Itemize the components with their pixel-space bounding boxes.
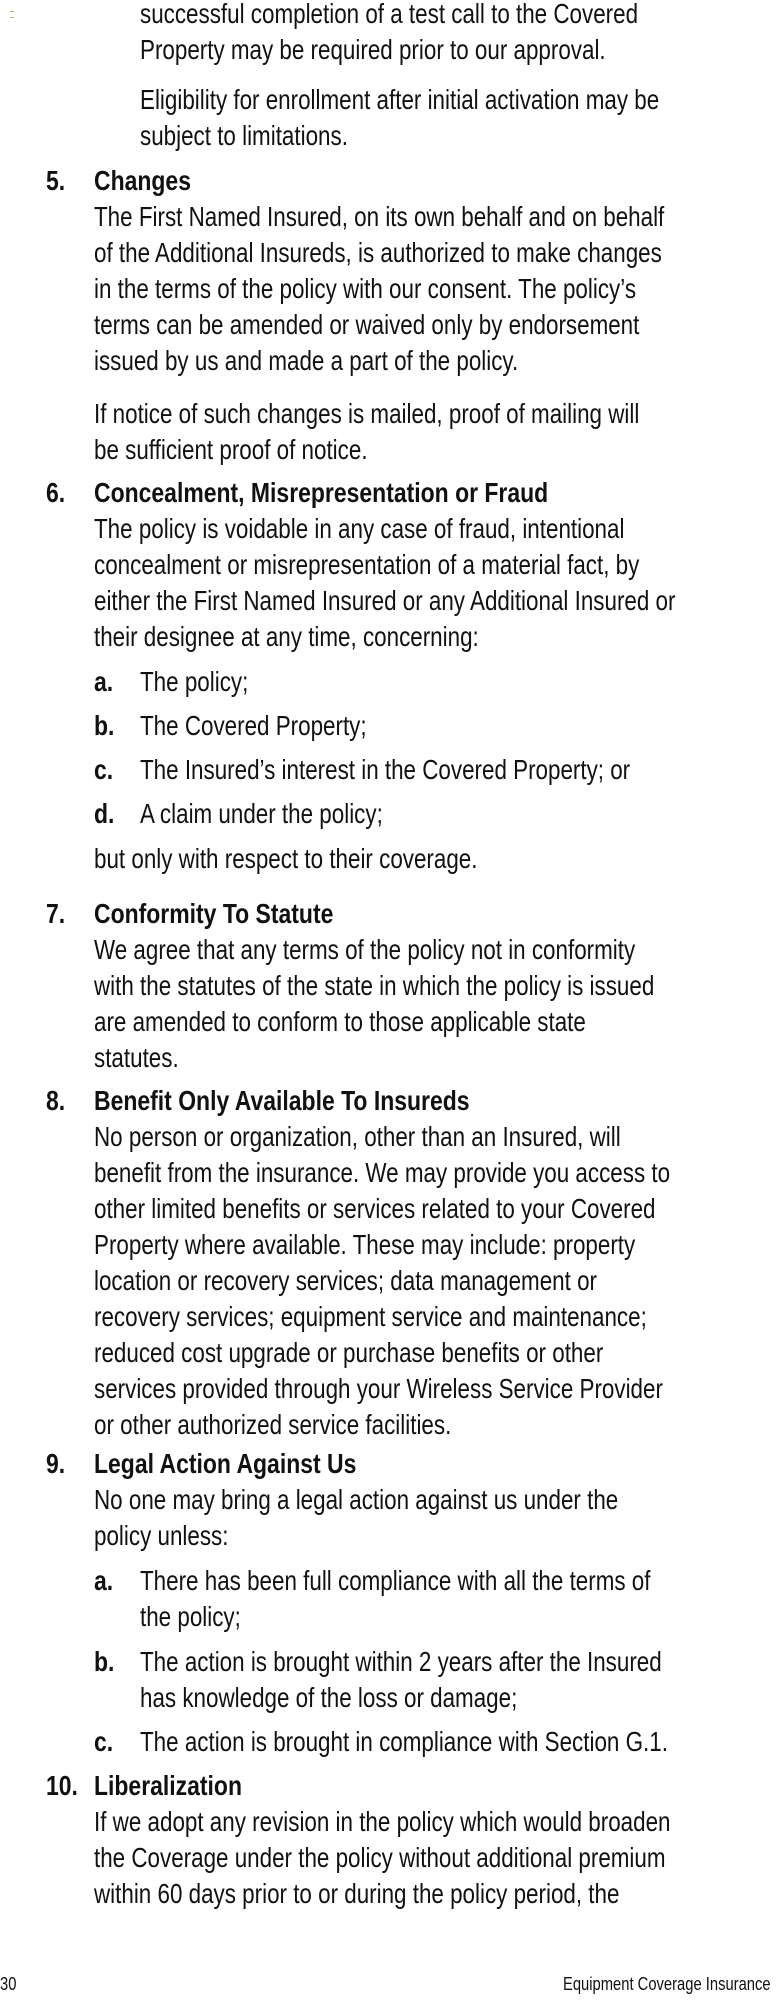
section-6-item-c-text: The Insured’s interest in the Covered Property; or: [140, 754, 631, 785]
section-9-item-c-text: [140, 1724, 668, 1760]
text-line: The policy is voidable in any case of fraud, intentional: [94, 513, 625, 544]
section-6-item-b-text: The Covered Property;: [140, 710, 367, 741]
text-line: successful completion of a test call to the Covered: [140, 0, 639, 29]
text-line: in the terms of the policy with our consent. The policy’s: [94, 273, 637, 304]
section-6-number: 6.: [46, 477, 66, 508]
page-number: 30: [0, 1974, 17, 1994]
text-line: The First Named Insured, on its own behalf and on behalf: [94, 201, 665, 232]
section-9-item-a-text: [140, 1563, 650, 1635]
section-5-paragraph-2: [94, 396, 639, 468]
text-line: with the statutes of the state in which the policy is issued: [94, 970, 655, 1001]
text-line: There has been full compliance with all the terms of: [140, 1565, 651, 1596]
section-8-number: 8.: [46, 1085, 66, 1116]
text-line: concealment or misrepresentation of a material fact, by: [94, 549, 640, 580]
section-10-title: Liberalization: [94, 1770, 242, 1801]
section-7-title: Conformity To Statute: [94, 898, 334, 929]
text-line: benefit from the insurance. We may provide you access to: [94, 1157, 671, 1188]
text-line: The action is brought in compliance with Section G.1.: [140, 1726, 668, 1757]
section-7-paragraph-1: [94, 932, 654, 1076]
section-10-paragraph-1: [94, 1804, 671, 1912]
text-line: location or recovery services; data management or: [94, 1265, 597, 1296]
section-6-item-b-letter: b.: [94, 710, 115, 741]
text-line: policy unless:: [94, 1520, 229, 1551]
section-6-item-a-letter: a.: [94, 666, 114, 697]
text-line: Property where available. These may include: property: [94, 1229, 636, 1260]
text-line: reduced cost upgrade or purchase benefits or other: [94, 1337, 604, 1368]
text-line: the policy;: [140, 1601, 241, 1632]
intro-paragraph-2: [140, 82, 659, 154]
text-line: of the Additional Insureds, is authorized to make changes: [94, 237, 662, 268]
section-9-item-b-letter: b.: [94, 1646, 115, 1677]
section-9-number: 9.: [46, 1448, 66, 1479]
text-line: Property may be required prior to our approval.: [140, 34, 606, 65]
text-line: their designee at any time, concerning:: [94, 621, 479, 652]
section-7-number: 7.: [46, 898, 66, 929]
section-6-item-c-letter: c.: [94, 754, 114, 785]
text-line: are amended to conform to those applicable state: [94, 1006, 586, 1037]
text-line: terms can be amended or waived only by endorsement: [94, 309, 640, 340]
text-line: The action is brought within 2 years after the Insured: [140, 1646, 662, 1677]
section-9-item-b-text: [140, 1644, 662, 1716]
text-line: If we adopt any revision in the policy which would broaden: [94, 1806, 671, 1837]
section-10-number: 10.: [46, 1770, 78, 1801]
section-6-paragraph-1: [94, 511, 675, 655]
text-line: issued by us and made a part of the policy.: [94, 345, 519, 376]
section-6-title: Concealment, Misrepresentation or Fraud: [94, 477, 549, 508]
text-line: be sufficient proof of notice.: [94, 434, 368, 465]
section-6-tail: but only with respect to their coverage.: [94, 843, 478, 874]
section-9-item-a-letter: a.: [94, 1565, 114, 1596]
text-line: No person or organization, other than an Insured, will: [94, 1121, 621, 1152]
section-9-title: Legal Action Against Us: [94, 1448, 357, 1479]
text-line: the Coverage under the policy without additional premium: [94, 1842, 666, 1873]
section-8-title: Benefit Only Available To Insureds: [94, 1085, 470, 1116]
intro-paragraph-1: [140, 0, 638, 68]
text-line: recovery services; equipment service and maintenance;: [94, 1301, 647, 1332]
text-line: Eligibility for enrollment after initial activation may be: [140, 84, 660, 115]
corner-mark-icon: [10, 11, 14, 18]
text-line: other limited benefits or services related to your Covered: [94, 1193, 656, 1224]
text-line: statutes.: [94, 1042, 179, 1073]
text-line: has knowledge of the loss or damage;: [140, 1682, 518, 1713]
section-6-item-d-letter: d.: [94, 798, 115, 829]
text-line: If notice of such changes is mailed, proof of mailing will: [94, 398, 640, 429]
text-line: We agree that any terms of the policy not in conformity: [94, 934, 636, 965]
section-9-item-c-letter: c.: [94, 1726, 114, 1757]
section-6-item-a-text: The policy;: [140, 666, 249, 697]
text-line: either the First Named Insured or any Additional Insured or: [94, 585, 676, 616]
section-5-paragraph-1: [94, 199, 664, 379]
section-9-paragraph-1: [94, 1482, 618, 1554]
section-5-title: Changes: [94, 165, 191, 196]
footer-title: Equipment Coverage Insurance: [563, 1974, 771, 1994]
text-line: or other authorized service facilities.: [94, 1409, 452, 1440]
text-line: within 60 days prior to or during the policy period, the: [94, 1878, 620, 1909]
section-5-number: 5.: [46, 165, 66, 196]
text-line: subject to limitations.: [140, 120, 348, 151]
text-line: services provided through your Wireless Service Provider: [94, 1373, 663, 1404]
section-6-item-d-text: A claim under the policy;: [140, 798, 383, 829]
section-8-paragraph-1: [94, 1119, 670, 1443]
text-line: No one may bring a legal action against us under the: [94, 1484, 619, 1515]
